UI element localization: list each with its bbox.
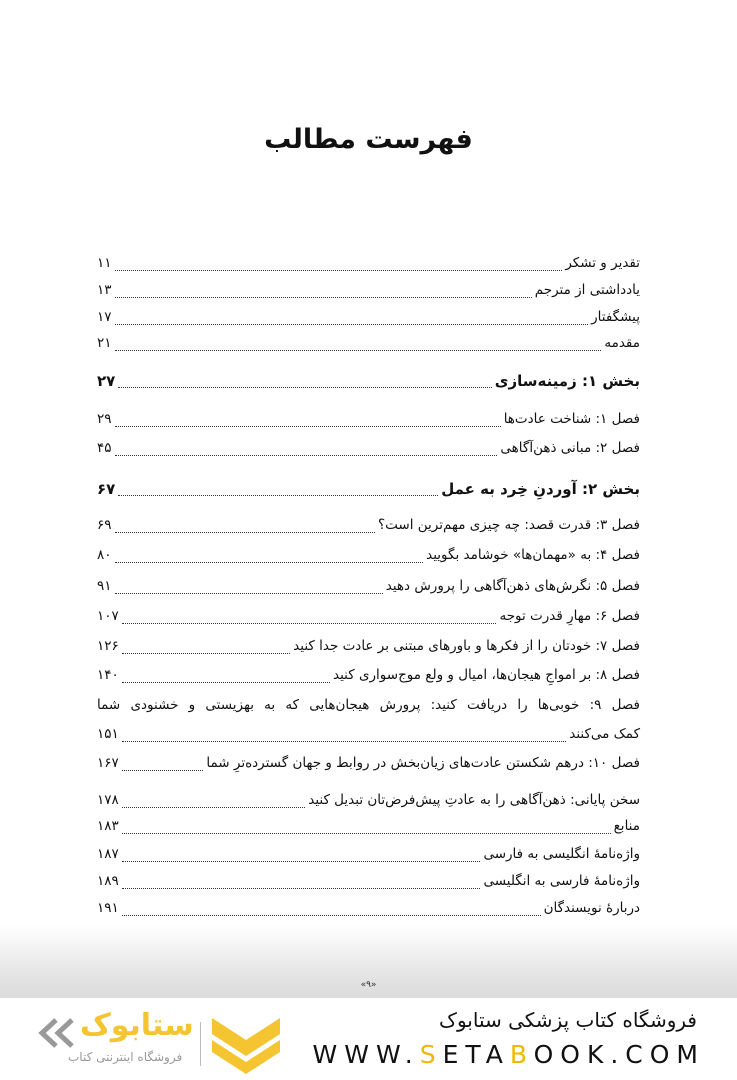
toc-entry-page: ۲۱ (97, 335, 112, 351)
toc-entry-title: یادداشتی از مترجم (534, 282, 640, 298)
dot-leader (115, 593, 383, 594)
dot-leader (122, 915, 541, 916)
dot-leader (122, 741, 566, 742)
toc-entry-title: بخش ۱: زمینه‌سازی (494, 372, 640, 390)
dot-leader (118, 495, 438, 496)
dot-leader (115, 297, 532, 298)
dot-leader (115, 270, 563, 271)
toc-entry-title: فصل ۳: قدرت قصد: چه چیزی مهم‌ترین است؟ (378, 517, 640, 533)
toc-entry-page: ۱۸۹ (97, 873, 119, 889)
toc-entry-page: ۱۴۰ (97, 667, 119, 683)
toc-entry-title: واژه‌نامهٔ انگلیسی به فارسی (483, 846, 640, 862)
dot-leader (118, 387, 491, 388)
toc-entry-page: ۱۶۷ (97, 755, 119, 771)
dot-leader (122, 623, 497, 624)
toc-entry-page: ۲۷ (97, 372, 116, 390)
page-title: فهرست مطالب (264, 124, 473, 155)
double-chevron-icon (38, 1018, 78, 1048)
dot-leader (122, 833, 611, 834)
toc-entry-page: ۱۰۷ (97, 608, 119, 624)
dot-leader (122, 888, 481, 889)
toc-entry[interactable] (97, 900, 640, 922)
toc-entry-page: ۹۱ (97, 578, 112, 594)
toc-entry[interactable] (97, 608, 640, 630)
toc-chapter-9-first-line: فصل ۹: خوبی‌ها را دریافت کنید: پرورش هیجان‌هایی که به بهزیستی و خشنودی شما (97, 697, 640, 713)
toc-entry-page: ۱۸۳ (97, 818, 119, 834)
toc-entry[interactable] (97, 440, 640, 462)
dot-leader (115, 532, 375, 533)
toc-entry-title: سخن پایانی: ذهن‌آگاهی را به عادتِ پیش‌فرض‌تان تبدیل کنید (308, 792, 640, 808)
dot-leader (115, 455, 498, 456)
dot-leader (122, 682, 330, 683)
toc-entry-page: ۴۵ (97, 440, 112, 456)
toc-entry-page: ۱۵۱ (97, 726, 119, 742)
toc-entry[interactable] (97, 309, 640, 331)
shop-url[interactable] (313, 1040, 705, 1069)
toc-entry[interactable] (97, 547, 640, 569)
toc-entry-title: فصل ۷: خودتان را از فکرها و باورهای مبتنی بر عادت جدا کنید (293, 638, 640, 654)
dot-leader (115, 426, 501, 427)
toc-entry-title: فصل ۶: مهارِ قدرت توجه (499, 608, 640, 624)
logo-divider (200, 1022, 201, 1066)
chevron-logo-icon (210, 1012, 282, 1074)
toc-entry-page: ۶۹ (97, 517, 112, 533)
logo-text: ستابوک (80, 1008, 194, 1043)
toc-entry[interactable] (97, 282, 640, 304)
toc-entry-page: ۱۷۸ (97, 792, 119, 808)
toc-entry-page: ۱۱ (97, 255, 112, 271)
toc-entry-title: بخش ۲: آوردنِ خِرد به عمل (441, 480, 640, 498)
toc-entry-title: فصل ۵: نگرش‌های ذهن‌آگاهی را پرورش دهید (385, 578, 640, 594)
toc-entry-title: فصل ۲: مبانی ذهن‌آگاهی (500, 440, 640, 456)
shop-name: فروشگاه کتاب پزشکی ستابوک (439, 1008, 697, 1032)
toc-entry-title: دربارهٔ نویسندگان (543, 900, 640, 916)
toc-entry[interactable] (97, 818, 640, 840)
store-banner (0, 998, 737, 1080)
toc-entry-title: تقدیر و تشکر (565, 255, 640, 271)
toc-entry-page: ۱۷ (97, 309, 112, 325)
url-part: WWW. (312, 1040, 420, 1069)
dot-leader (122, 653, 290, 654)
toc-entry[interactable] (97, 335, 640, 357)
toc-entry[interactable] (97, 873, 640, 895)
toc-entry[interactable] (97, 517, 640, 539)
toc-entry[interactable] (97, 667, 640, 689)
toc-entry[interactable] (97, 255, 640, 277)
logo-subtitle: فروشگاه اینترنتی کتاب (68, 1050, 183, 1064)
toc-entry-title: فصل ۴: به «مهمان‌ها» خوشامد بگویید (426, 547, 640, 563)
dot-leader (115, 350, 602, 351)
toc-entry-title: کمک می‌کنند (569, 726, 640, 742)
url-part: B (509, 1040, 534, 1069)
toc-entry-title: منابع (613, 818, 640, 834)
dot-leader (122, 770, 204, 771)
toc-part[interactable] (97, 480, 640, 502)
toc-entry-title: پیشگفتار (591, 309, 640, 325)
toc-entry-title: فصل ۱۰: درهم شکستن عادت‌های زیان‌بخش در روابط و جهان گسترده‌ترِ شما (206, 755, 640, 771)
toc-entry-page: ۶۷ (97, 480, 116, 498)
toc-entry-title: مقدمه (604, 335, 640, 351)
dot-leader (115, 562, 424, 563)
toc-entry-page: ۱۸۷ (97, 846, 119, 862)
url-part: OOK.COM (533, 1040, 705, 1069)
toc-entry-page: ۸۰ (97, 547, 112, 563)
dot-leader (122, 807, 305, 808)
toc-entry-page: ۱۳ (97, 282, 112, 298)
toc-entry-page: ۲۹ (97, 411, 112, 427)
dot-leader (122, 861, 481, 862)
toc-entry-page: ۱۹۱ (97, 900, 119, 916)
url-part: S (419, 1040, 443, 1069)
url-part: ETA (442, 1040, 510, 1069)
toc-entry-page: ۱۲۶ (97, 638, 119, 654)
toc-entry[interactable] (97, 726, 640, 748)
toc-entry[interactable] (97, 755, 640, 777)
toc-entry[interactable] (97, 578, 640, 600)
toc-part[interactable] (97, 372, 640, 394)
dot-leader (115, 324, 589, 325)
toc-entry[interactable] (97, 411, 640, 433)
setabook-logo (30, 1008, 290, 1074)
toc-entry-title: فصل ۱: شناخت عادت‌ها (503, 411, 640, 427)
toc-entry[interactable] (97, 846, 640, 868)
toc-entry[interactable] (97, 792, 640, 814)
toc-entry[interactable] (97, 638, 640, 660)
toc-entry-title: فصل ۸: بر امواجِ هیجان‌ها، امیال و ولع موج‌سواری کنید (333, 667, 640, 683)
toc-entry-title: واژه‌نامهٔ فارسی به انگلیسی (483, 873, 640, 889)
page-number: «۹» (360, 980, 377, 990)
